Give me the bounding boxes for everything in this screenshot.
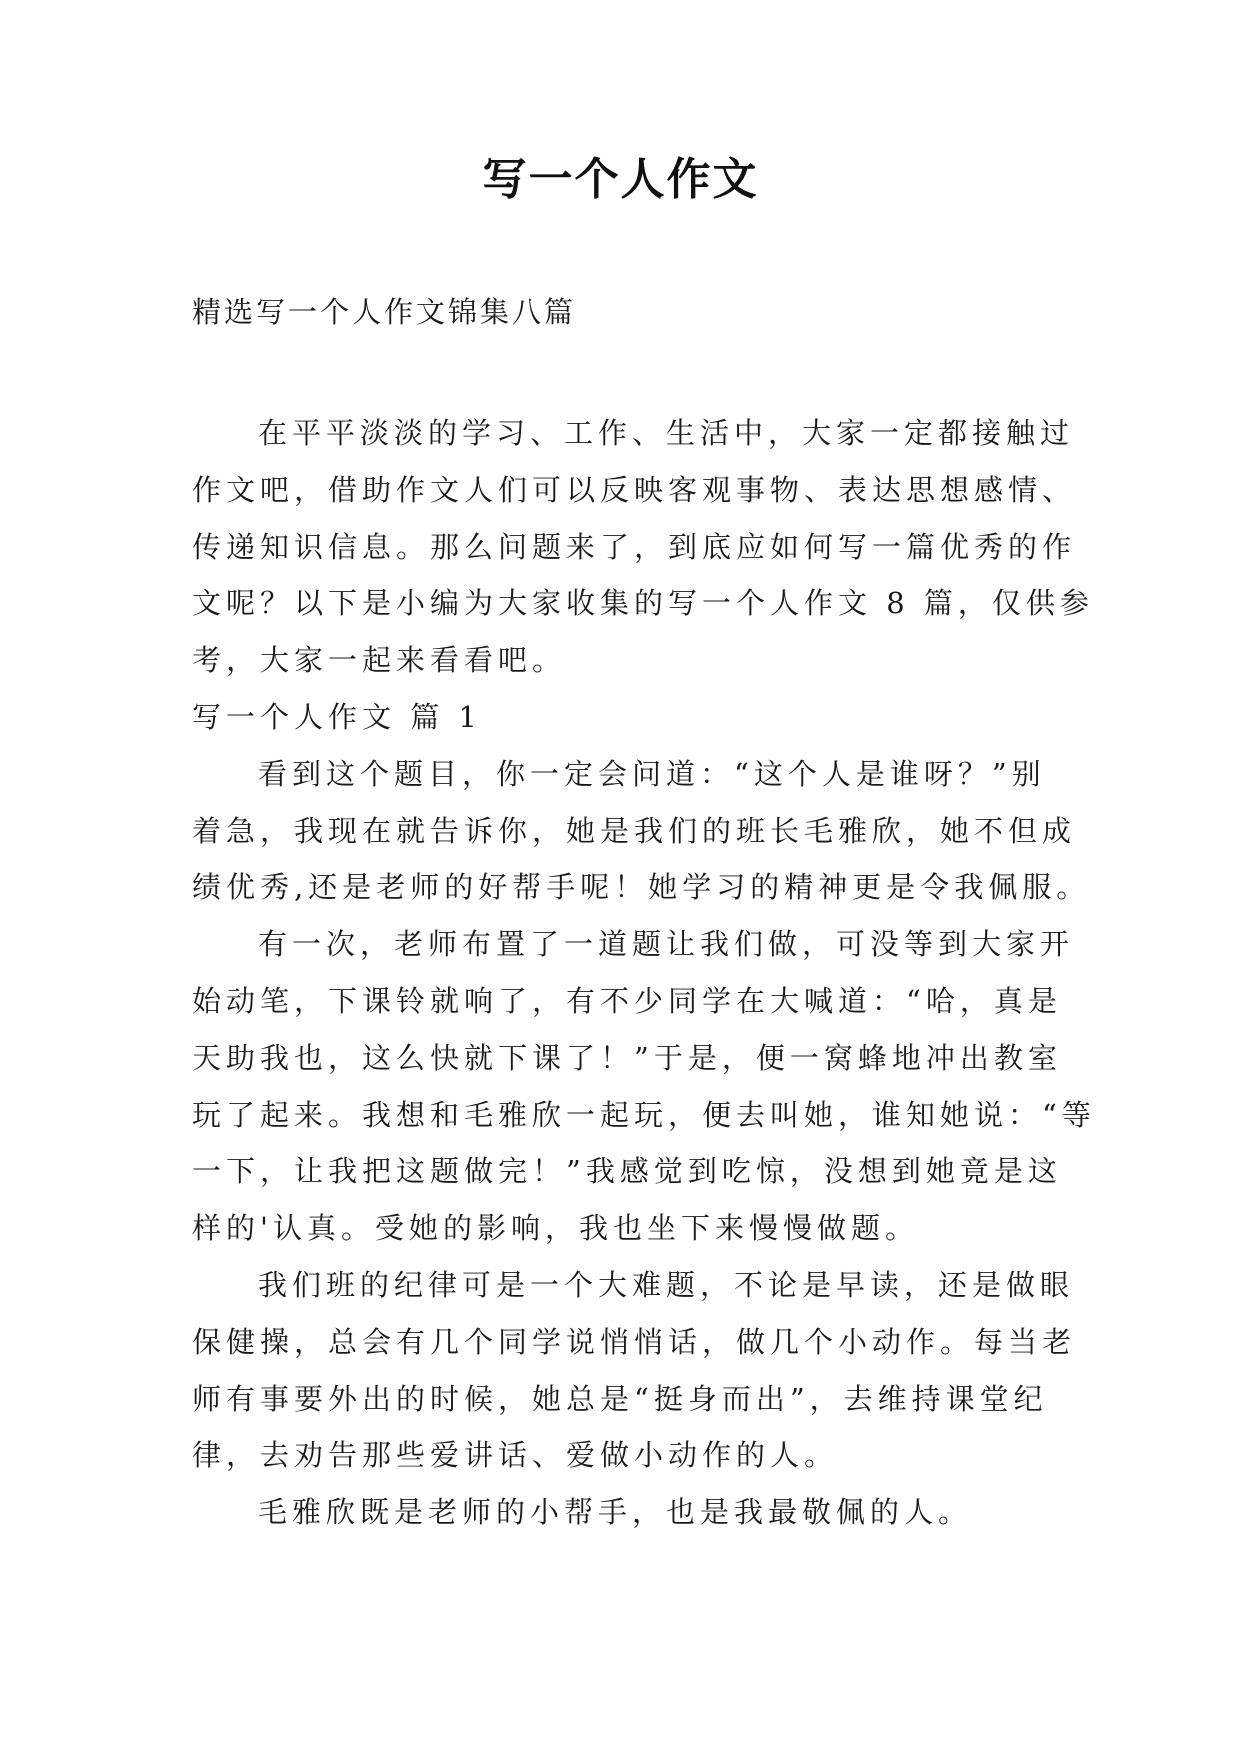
text-line: 律，去劝告那些爱讲话、爱做小动作的人。	[192, 1438, 839, 1473]
text-line: 始动笔，下课铃就响了，有不少同学在大喊道：“哈，真是	[192, 983, 1062, 1018]
text-line: 玩了起来。我想和毛雅欣一起玩，便去叫她，谁知她说：“等	[192, 1097, 1096, 1132]
text-line: 师有事要外出的时候，她总是“挺身而出”，去维持课堂纪	[192, 1381, 1048, 1416]
text-line: 保健操，总会有几个同学说悄悄话，做几个小动作。每当老	[192, 1324, 1077, 1359]
text-line: 样的'认真。受她的影响，我也坐下来慢慢做题。	[192, 1211, 919, 1246]
text-line: 在平平淡淡的学习、工作、生活中，大家一定都接触过	[258, 416, 1075, 450]
text-line: 一下，让我把这题做完！”我感觉到吃惊，没想到她竟是这	[192, 1154, 1062, 1189]
text-line: 作文吧，借助作文人们可以反映客观事物、表达思想感情、	[192, 472, 1077, 507]
text-line: 文呢？以下是小编为大家收集的写一个人作文 8 篇，仅供参	[192, 586, 1094, 621]
text-line: 绩优秀,还是老师的好帮手呢！她学习的精神更是令我佩服。	[192, 870, 1091, 905]
text-line: 看到这个题目，你一定会问道：“这个人是谁呀？”别	[258, 756, 1046, 791]
text-line: 毛雅欣既是老师的小帮手，也是我最敬佩的人。	[258, 1495, 973, 1530]
text-line: 天助我也，这么快就下课了！”于是，便一窝蜂地冲出教室	[192, 1040, 1062, 1075]
text-line: 写一个人作文 篇 1	[192, 699, 482, 734]
text-line: 我们班的纪律可是一个大难题，不论是早读，还是做眼	[258, 1267, 1075, 1302]
document-body	[192, 405, 1096, 1541]
text-line: 着急，我现在就告诉你，她是我们的班长毛雅欣，她不但成	[192, 813, 1077, 848]
text-line: 有一次，老师布置了一道题让我们做，可没等到大家开	[258, 927, 1075, 962]
text-line: 考，大家一起来看看吧。	[192, 643, 567, 678]
document-title: 写一个人作文	[482, 154, 759, 205]
text-line: 传递知识信息。那么问题来了，到底应如何写一篇优秀的作	[192, 529, 1077, 564]
document-subtitle: 精选写一个人作文锦集八篇	[192, 295, 577, 329]
